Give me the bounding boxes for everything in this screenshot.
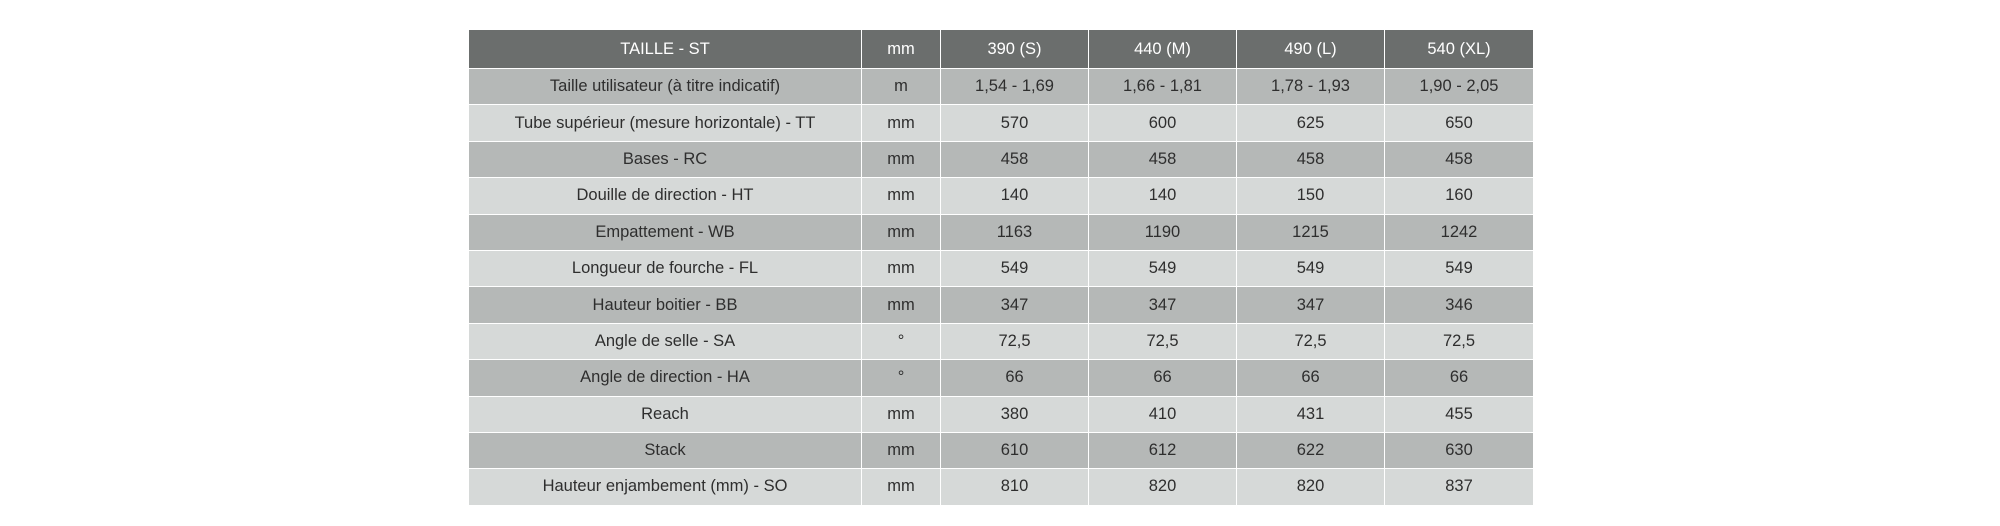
cell-size-l: 549 [1237,251,1385,287]
row-label: Longueur de fourche - FL [469,251,862,287]
cell-size-s: 458 [941,142,1089,178]
row-label: Empattement - WB [469,215,862,251]
table-row [469,433,1533,469]
cell-size-s: 140 [941,178,1089,214]
row-unit: mm [862,287,941,323]
row-label: Angle de direction - HA [469,360,862,396]
cell-size-s: 1,54 - 1,69 [941,69,1089,105]
cell-size-l: 625 [1237,105,1385,141]
cell-size-s: 347 [941,287,1089,323]
row-label: Stack [469,433,862,469]
cell-size-m: 140 [1089,178,1237,214]
header-unit: mm [862,30,941,69]
cell-size-s: 66 [941,360,1089,396]
cell-size-l: 347 [1237,287,1385,323]
cell-size-xl: 455 [1385,397,1533,433]
table-row [469,69,1533,105]
cell-size-m: 1,66 - 1,81 [1089,69,1237,105]
cell-size-m: 549 [1089,251,1237,287]
table-row [469,251,1533,287]
cell-size-s: 610 [941,433,1089,469]
header-size-xl: 540 (XL) [1385,30,1533,69]
row-unit: mm [862,251,941,287]
cell-size-s: 549 [941,251,1089,287]
row-unit: ° [862,360,941,396]
row-unit: mm [862,178,941,214]
cell-size-xl: 458 [1385,142,1533,178]
header-size-l: 490 (L) [1237,30,1385,69]
cell-size-s: 380 [941,397,1089,433]
header-size-m: 440 (M) [1089,30,1237,69]
cell-size-xl: 72,5 [1385,324,1533,360]
cell-size-m: 72,5 [1089,324,1237,360]
table-row [469,142,1533,178]
table-row [469,215,1533,251]
row-unit: mm [862,142,941,178]
cell-size-s: 72,5 [941,324,1089,360]
cell-size-s: 1163 [941,215,1089,251]
cell-size-xl: 66 [1385,360,1533,396]
row-label: Taille utilisateur (à titre indicatif) [469,69,862,105]
cell-size-s: 570 [941,105,1089,141]
cell-size-m: 612 [1089,433,1237,469]
table-row [469,105,1533,141]
cell-size-l: 622 [1237,433,1385,469]
cell-size-l: 431 [1237,397,1385,433]
row-unit: mm [862,469,941,505]
header-row [469,30,1533,69]
row-unit: m [862,69,941,105]
cell-size-xl: 160 [1385,178,1533,214]
cell-size-xl: 1242 [1385,215,1533,251]
header-size-s: 390 (S) [941,30,1089,69]
row-label: Hauteur enjambement (mm) - SO [469,469,862,505]
cell-size-xl: 346 [1385,287,1533,323]
cell-size-l: 72,5 [1237,324,1385,360]
geometry-table [469,30,1533,506]
table-row [469,324,1533,360]
cell-size-m: 820 [1089,469,1237,505]
cell-size-xl: 630 [1385,433,1533,469]
table-row [469,360,1533,396]
cell-size-xl: 837 [1385,469,1533,505]
table-row [469,397,1533,433]
row-unit: mm [862,433,941,469]
cell-size-xl: 650 [1385,105,1533,141]
row-label: Tube supérieur (mesure horizontale) - TT [469,105,862,141]
cell-size-m: 410 [1089,397,1237,433]
row-unit: mm [862,397,941,433]
cell-size-xl: 549 [1385,251,1533,287]
cell-size-l: 458 [1237,142,1385,178]
row-label: Angle de selle - SA [469,324,862,360]
cell-size-l: 1,78 - 1,93 [1237,69,1385,105]
table-row [469,178,1533,214]
table-body [469,69,1533,506]
row-label: Hauteur boitier - BB [469,287,862,323]
row-unit: ° [862,324,941,360]
cell-size-l: 1215 [1237,215,1385,251]
row-unit: mm [862,215,941,251]
row-label: Douille de direction - HT [469,178,862,214]
header-label: TAILLE - ST [469,30,862,69]
table-row [469,287,1533,323]
row-unit: mm [862,105,941,141]
cell-size-m: 1190 [1089,215,1237,251]
row-label: Reach [469,397,862,433]
cell-size-m: 347 [1089,287,1237,323]
cell-size-m: 66 [1089,360,1237,396]
cell-size-m: 458 [1089,142,1237,178]
cell-size-l: 820 [1237,469,1385,505]
cell-size-l: 66 [1237,360,1385,396]
row-label: Bases - RC [469,142,862,178]
cell-size-l: 150 [1237,178,1385,214]
cell-size-s: 810 [941,469,1089,505]
table-row [469,469,1533,505]
cell-size-m: 600 [1089,105,1237,141]
cell-size-xl: 1,90 - 2,05 [1385,69,1533,105]
